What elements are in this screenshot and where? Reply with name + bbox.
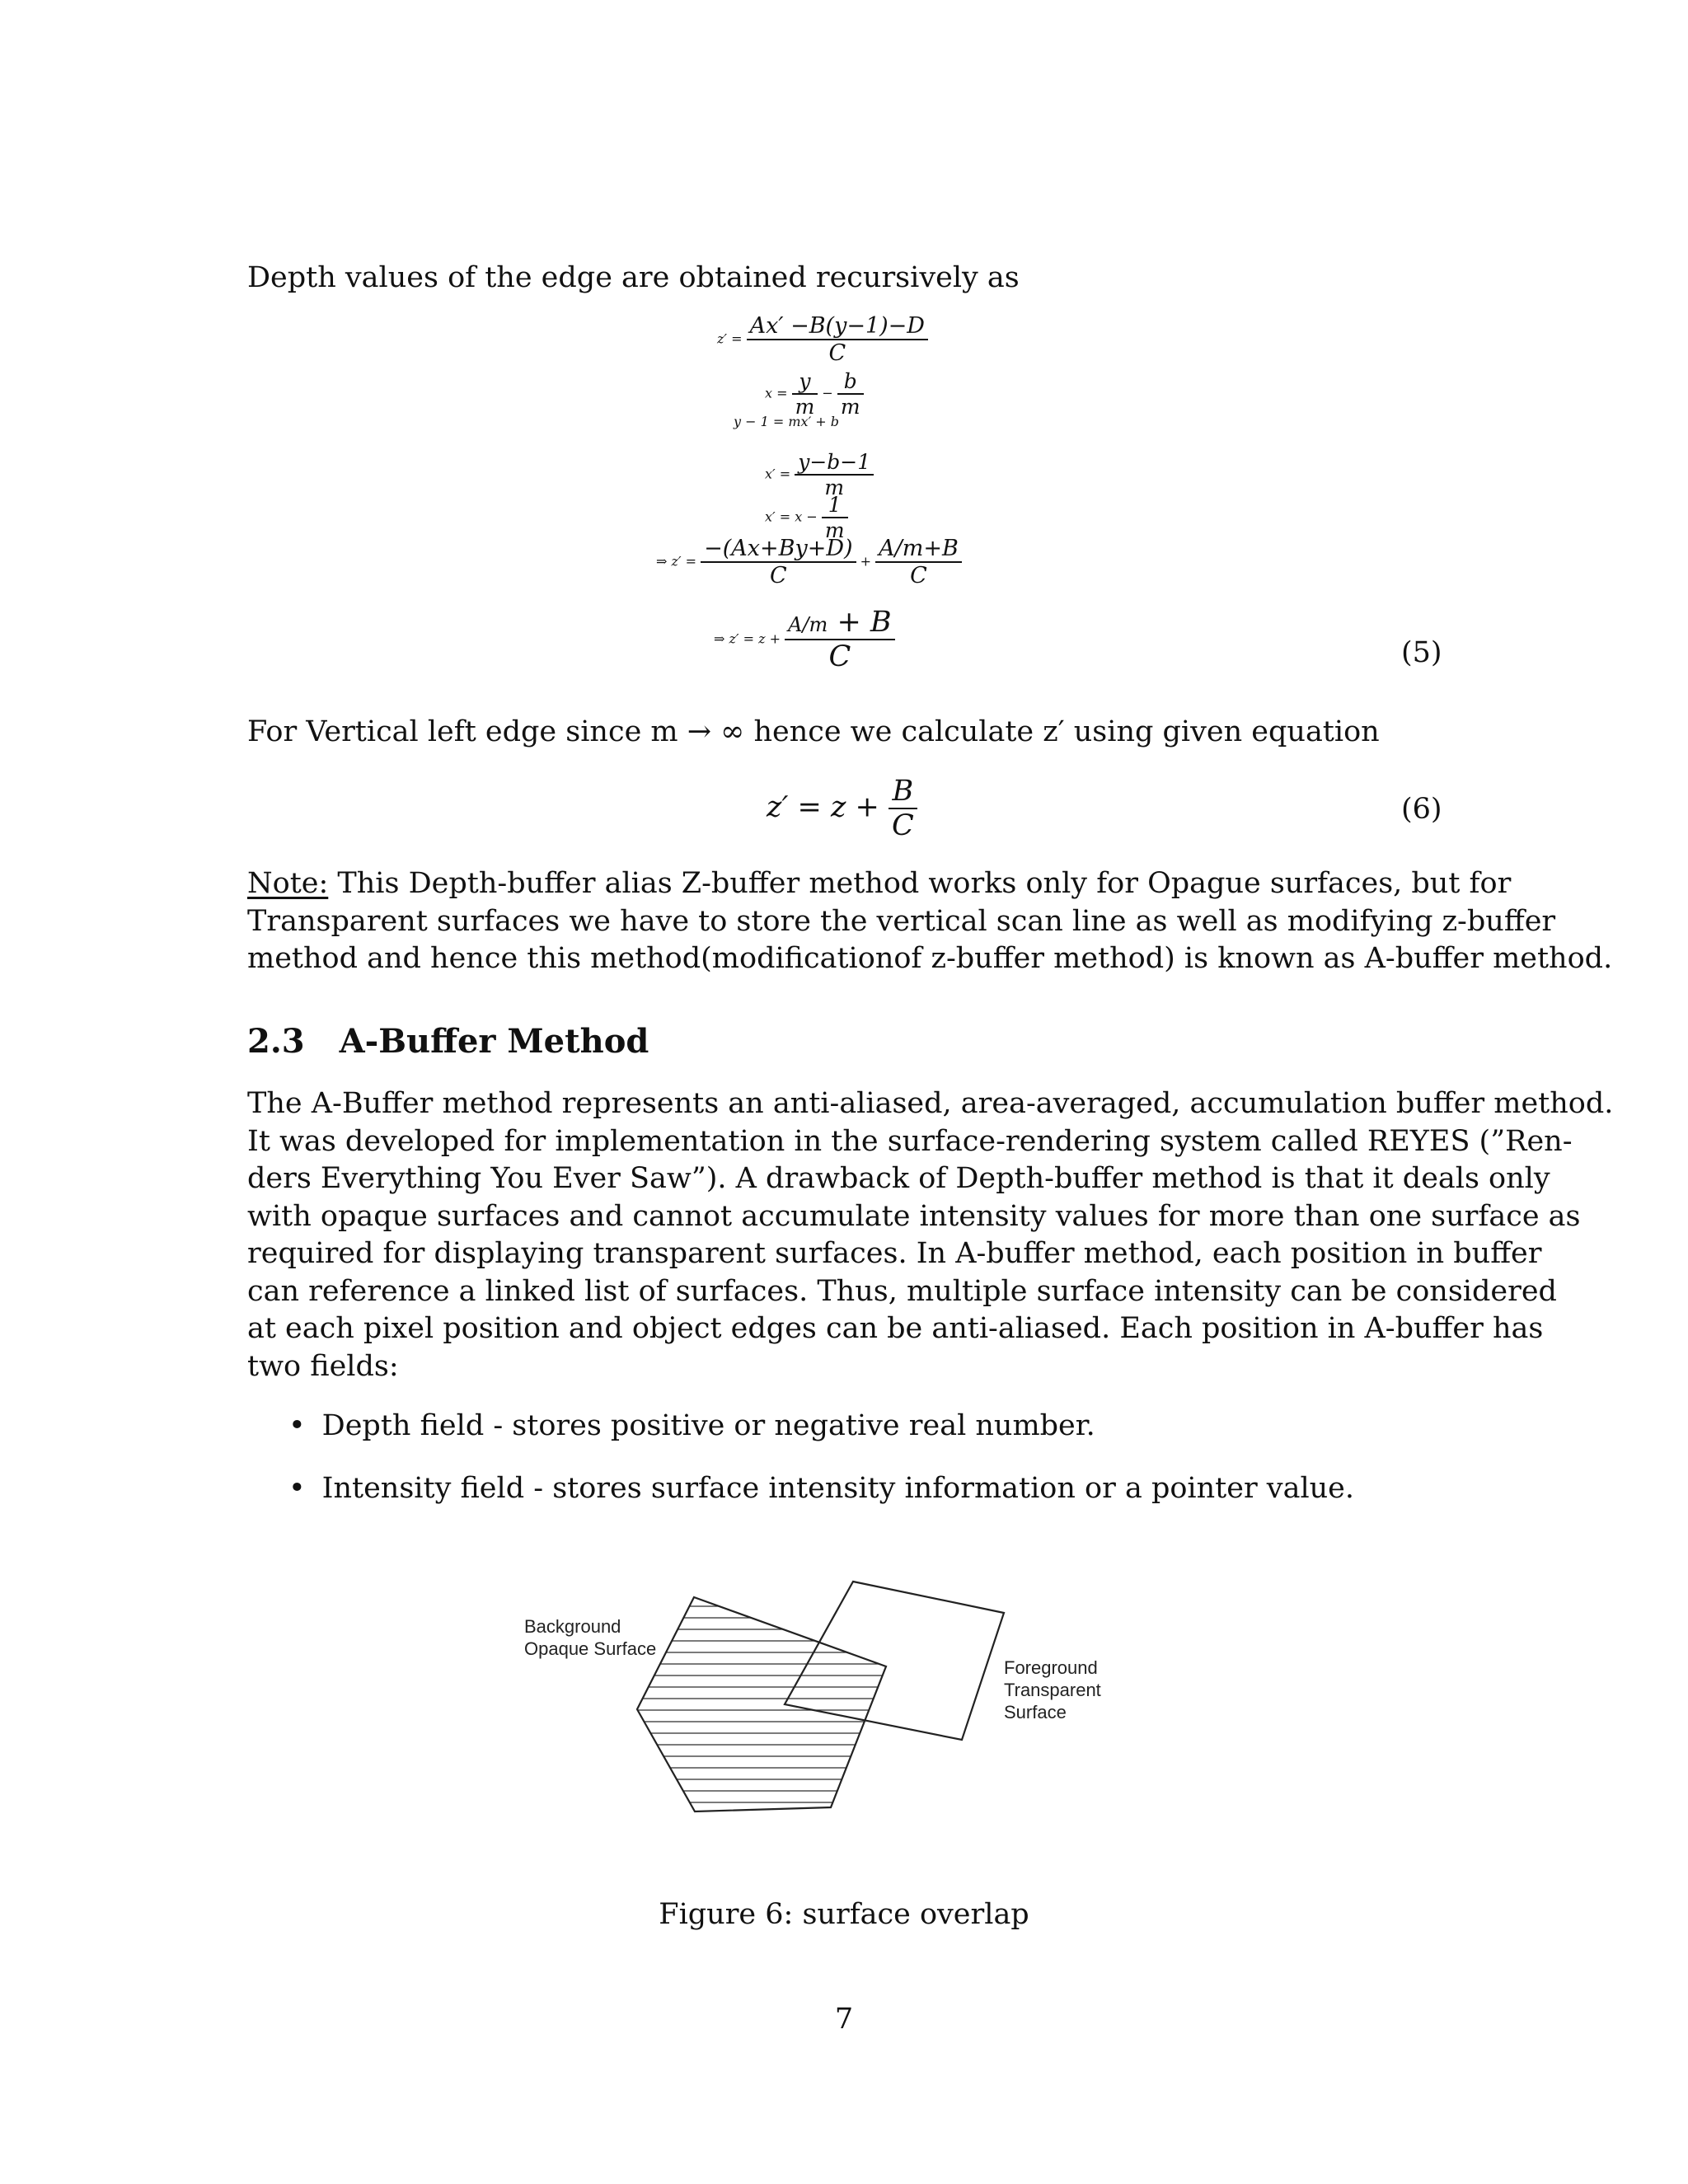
note-line-1: This Depth-buffer alias Z-buffer method works only for Opague surfaces, but for xyxy=(337,867,1512,900)
eq-line-2: x = $\frac{y}{m}$ − $\frac{b}{m}$ xyxy=(765,369,864,419)
note-label: Note: xyxy=(247,867,329,900)
eq-line-1: z′ = $\frac{Ax' -B(y-1)-D}{C}$ xyxy=(717,313,928,366)
list-item: • Intensity field - stores surface intensity information or a pointer value. xyxy=(288,1472,1355,1505)
eq-line-5: x′ = x − $\frac{1}{m}$ xyxy=(765,493,848,542)
eq-line-7: ⇒ z′ = z + $\frac{A/m + B}{C}$ xyxy=(714,606,895,673)
eq-line-3: y − 1 = mx′ + b xyxy=(734,414,840,429)
body-line-2: It was developed for implementation in the surface-rendering system called REYES (”Ren- xyxy=(247,1124,1573,1158)
equation-number-6: (6) xyxy=(1401,793,1442,826)
foreground-surface-label: Foreground Transparent Surface xyxy=(1004,1657,1101,1722)
note-line-3: method and hence this method(modificationof z-buffer method) is known as A-buffer method. xyxy=(247,942,1613,975)
list-item: • Depth field - stores positive or negative real number. xyxy=(288,1409,1095,1442)
body-line-7: at each pixel position and object edges can be anti-aliased. Each position in A-buffer has xyxy=(247,1312,1544,1345)
bullet-icon: • xyxy=(288,1472,306,1505)
eq-line-4: x′ = $\frac{y-b-1}{m}$ xyxy=(765,450,874,499)
bullet-icon: • xyxy=(288,1409,306,1442)
equation-number-5: (5) xyxy=(1401,636,1442,669)
vertical-edge-line: For Vertical left edge since m → ∞ hence we calculate z′ using given equation xyxy=(247,715,1380,748)
figure-caption: Figure 6: surface overlap xyxy=(659,1898,1029,1931)
body-line-6: can reference a linked list of surfaces. Thus, multiple surface intensity can be considered xyxy=(247,1274,1557,1308)
equation-6: z′ = z + $\frac{B}{C}$ xyxy=(767,775,917,842)
body-line-5: required for displaying transparent surfaces. In A-buffer method, each position in buffer xyxy=(247,1237,1542,1270)
note-line-2: Transparent surfaces we have to store the vertical scan line as well as modifying z-buffer xyxy=(247,904,1556,938)
note-paragraph xyxy=(247,865,1613,978)
background-surface-label: Background Opaque Surface xyxy=(524,1616,657,1659)
body-line-8: two fields: xyxy=(247,1349,399,1383)
section-title: A-Buffer Method xyxy=(339,1022,649,1061)
background-opaque-surface xyxy=(637,1597,886,1811)
body-line-4: with opaque surfaces and cannot accumulate intensity values for more than one surface as xyxy=(247,1199,1581,1233)
eq-line-6: ⇒ z′ = $\frac{-(Ax+By+D)}{C}$ + $\frac{A/m+B}{C}$ xyxy=(656,536,962,588)
section-heading xyxy=(247,1022,649,1061)
page-number: 7 xyxy=(834,2003,854,2036)
intro-line: Depth values of the edge are obtained recursively as xyxy=(247,261,1020,294)
body-paragraph xyxy=(247,1085,1614,1385)
body-line-3: ders Everything You Ever Saw”). A drawback of Depth-buffer method is that it deals only xyxy=(247,1162,1550,1195)
body-line-1: The A-Buffer method represents an anti-aliased, area-averaged, accumulation buffer method. xyxy=(247,1087,1614,1120)
section-number: 2.3 xyxy=(247,1022,305,1061)
